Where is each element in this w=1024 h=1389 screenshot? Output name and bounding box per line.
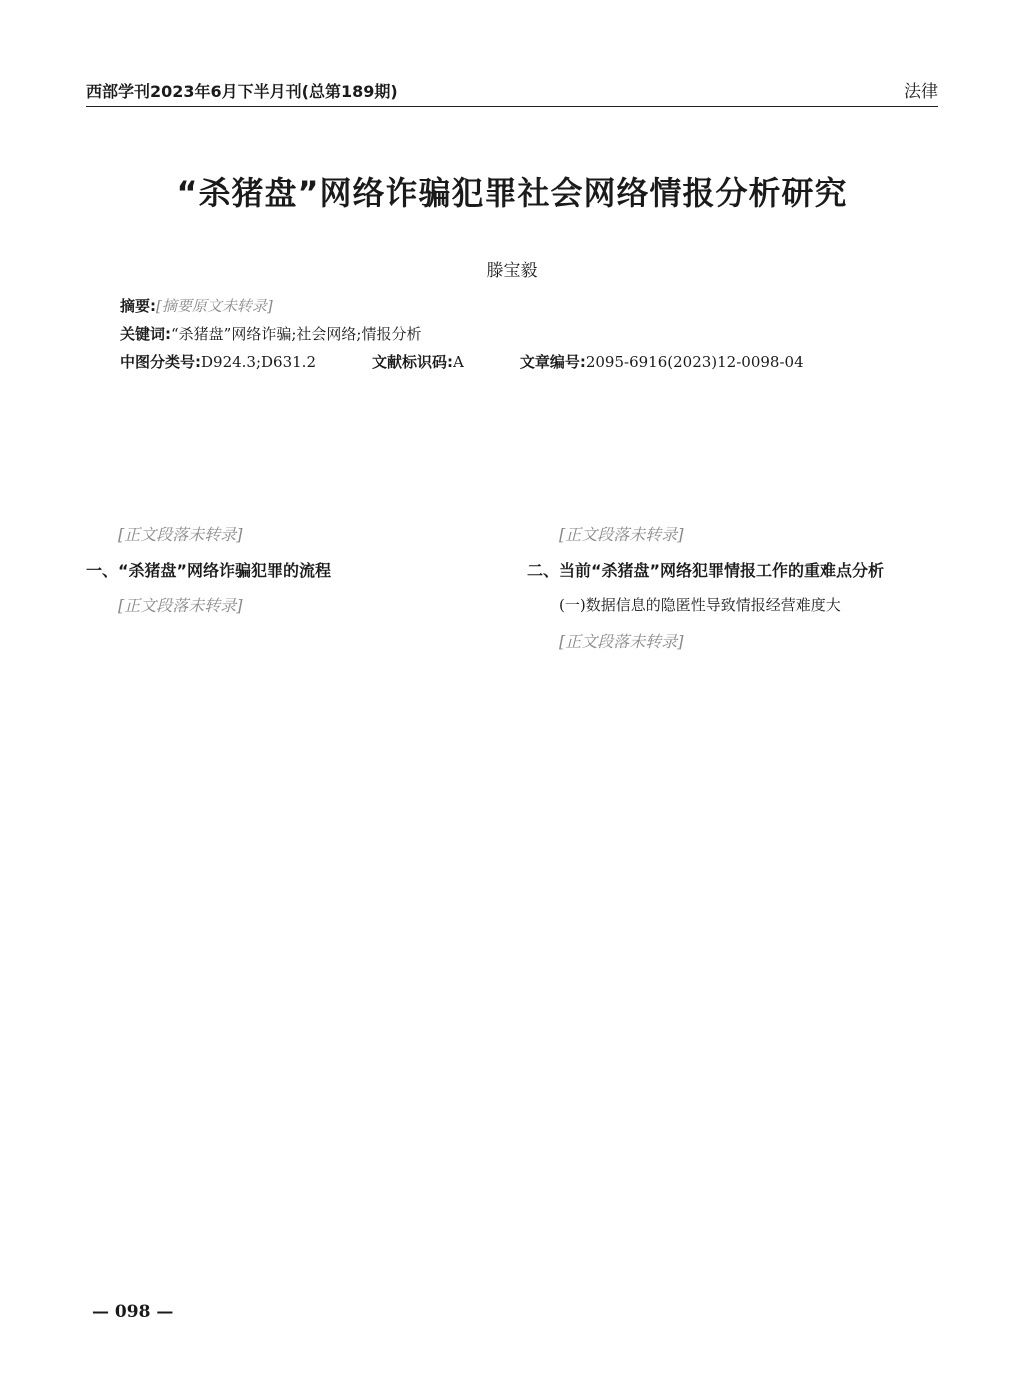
abstract-text: [摘要原文未转录] [156,297,273,315]
body-paragraph: [正文段落未转录] [118,525,243,544]
article-meta [86,292,938,376]
section-heading: 二、当前“杀猪盘”网络犯罪情报工作的重难点分析 [527,560,885,580]
abstract [86,292,938,320]
clc-value: D924.3;D631.2 [201,353,316,371]
page-number: — 098 — [92,1302,174,1322]
body-paragraph: [正文段落未转录] [118,596,243,615]
section-label: 法律 [904,82,938,102]
body-paragraph: [正文段落未转录] [559,631,684,651]
article-no-label: 文章编号: [519,353,586,371]
body-paragraph: [正文段落未转录] [559,525,684,544]
section-heading: 一、“杀猪盘”网络诈骗犯罪的流程 [86,560,332,580]
running-header [86,72,938,107]
keywords-text: “杀猪盘”网络诈骗;社会网络;情报分析 [171,325,422,343]
doc-code-label: 文献标识码: [372,353,453,371]
subsection-heading: (一)数据信息的隐匿性导致情报经营难度大 [559,596,841,614]
keywords [86,320,938,348]
keywords-label: 关键词: [120,325,171,343]
article-title: “杀猪盘”网络诈骗犯罪社会网络情报分析研究 [176,174,848,212]
doc-code-value: A [453,353,464,371]
journal-info: 西部学刊2023年6月下半月刊(总第189期) [86,82,398,101]
left-column [86,520,497,1289]
author-name: 滕宝毅 [486,261,538,281]
clc-label: 中图分类号: [120,353,201,371]
abstract-label: 摘要: [120,297,156,315]
right-column [527,520,938,1289]
body-columns [86,520,938,1289]
article-no-value: 2095-6916(2023)12-0098-04 [585,353,804,371]
classification-row [86,348,938,376]
